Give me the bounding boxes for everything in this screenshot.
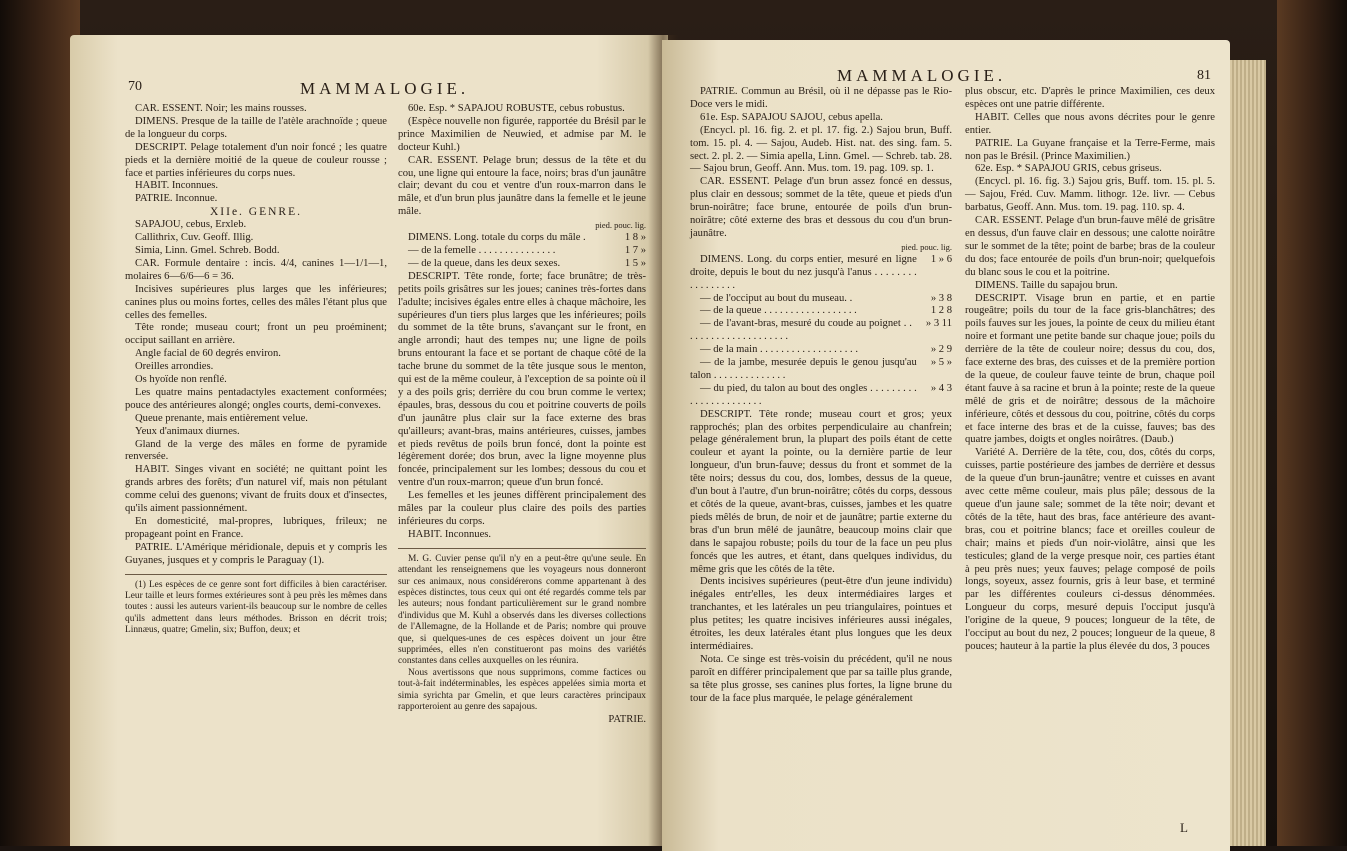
- dimension-label: — de l'occiput au bout du museau. .: [700, 292, 853, 304]
- dimension-row: [690, 293, 952, 306]
- dimension-value: 1 » 6: [930, 253, 952, 265]
- dimension-label: DIMENS. Long. du corps entier, mesuré en ligne droite, depuis le bout du nez jusqu'à l'anus . . . . . . . . . . . . . . . . .: [690, 253, 917, 291]
- paragraph: (Encycl. pl. 16. fig. 3.) Sajou gris, Buff. tom. 15. pl. 5. — Sajou, Fréd. Cuv. Mamm. lithogr. 12e. livr. — Cebus barbatus, Geoff. Ann. Mus. tom. 19. pag. 110. sp. 4.: [965, 176, 1215, 214]
- paragraph: PATRIE. Inconnue.: [135, 193, 218, 205]
- paragraph: DESCRIPT. Visage brun en partie, et en partie rougeâtre; poils du tour de la face gris-blanchâtres; des poils fauves sur les joues, la pointe de ceux du milieu étant noire et formant une petite bande sur chaque joue; poils du derrière de la tête de couleur noire; dessus du cou, dos, face externe des bras, des cuisses et de la première portion de la queue, de couleur fauve teinte de brun, chaque poil étant fauve à sa racine et brun à la pointe; reste de la queue mêlé de gris et de noirâtre; dessous de la mâchoire inférieure, côtés et dessous du cou, poitrine, côtés du corps et face interne des bras et de la cuisse, fauves; bas des quatre jambes, doigts et ongles noirâtres. (Daub.): [965, 292, 1215, 446]
- paragraph: Queue prenante, mais entièrement velue.: [135, 412, 308, 424]
- paragraph: PATRIE. Commun au Brésil, où il ne dépasse pas le Rio-Doce vers le midi.: [690, 86, 952, 110]
- paragraph: Nous avertissons que nous supprimons, comme factices ou tout-à-fait indéterminables, les espèces appelées simia morta et simia syrichta par Gmelin, et que leurs caractères principaux rapporteroient au genre des sapajous.: [398, 667, 646, 713]
- dimension-label: — de la femelle . . . . . . . . . . . . . . .: [408, 244, 556, 256]
- dimension-value: » 3 8: [930, 292, 952, 304]
- dimension-label: — du pied, du talon au bout des ongles . . . . . . . . . . . . . . . . . . . . . . .: [690, 382, 917, 407]
- paragraph: DESCRIPT. Tête ronde; museau court et gros; yeux rapprochés; plan des orbites perpendiculaire au chanfrein; pelage généralement brun, la plupart des poils étant de cette couleur et ayant la pointe, ou la dernière partie de leur longueur, d'un brun-fauve; dessus du front et sommet de la tête noirs; dessus du cou, dos, lombes, dessus de la queue, d'un bout à l'autre, d'un brun-noirâtre; côtés du corps, dessous et côtés de la queue, avant-bras, cuisses, jambes et les quatre pieds mêlés de brun, de noir et de jaunâtre; partie externe du bras d'un brun mêlé de jaunâtre, beaucoup moins clair que dans le sapajou robuste; poils du tour de la face un peu plus foncés que les autres, et étant, dans quelques individus, du même gris que les côtés de la tête.: [690, 408, 952, 575]
- paragraph: Yeux d'animaux diurnes.: [135, 425, 240, 437]
- page-edges: [1226, 60, 1266, 846]
- dimension-units: pied. pouc. lig.: [901, 241, 952, 252]
- dimension-row: [690, 383, 952, 409]
- catchword: PATRIE.: [608, 713, 646, 725]
- paragraph: XIIe. GENRE.: [209, 206, 303, 219]
- dimension-label: DIMENS. Long. totale du corps du mâle .: [408, 232, 586, 244]
- dimension-units: pied. pouc. lig.: [595, 220, 646, 231]
- signature-mark: L: [1180, 820, 1188, 835]
- paragraph: PATRIE. La Guyane française et la Terre-Ferme, mais non pas le Brésil. (Prince Maximilien.): [965, 137, 1215, 162]
- separator: [125, 574, 387, 575]
- paragraph: Variété A. Derrière de la tête, cou, dos, côtés du corps, cuisses, partie postérieure des jambes de derrière et dessus de la queue d'un brun-jaunâtre; ventre et cuisses en avant avec cette même couleur, mais plus pâle; dessous de la queue d'un jaune sale; sommet de la tête noir; devant et côtés de la tête, haut des bras, face antérieure des avant-bras, cou et poitrine blancs; face et oreilles couleur de chair; mains et pieds d'un noir-violâtre, ainsi que les testicules; gland de la verge presque noir, ces parties étant à peu près nues; yeux fauves; pelage composé de poils longs, soyeux, assez fournis, gris à leur base, et terminé par les différentes couleurs ci-dessus dénommées. Longueur du corps, mesuré depuis l'occiput jusqu'à l'origine de la queue, 9 pouces; longueur de la tête, de l'occiput au bout du nez, 2 pouces; longueur de la queue, 8 pouces; hauteur à la partie la plus élevée du dos, 3 pouces: [965, 447, 1215, 652]
- paragraph: HABIT. Inconnues.: [408, 528, 492, 540]
- paragraph: CAR. ESSENT. Pelage d'un brun assez foncé en dessus, plus clair en dessous; sommet de la tête, queue et pieds d'un brun-noirâtre; face brune, entourée de poils d'un brun-noirâtre; côté externe des bras et dessous du cou d'un brun-jaunâtre.: [690, 176, 952, 239]
- paragraph: M. G. Cuvier pense qu'il n'y en a peut-être qu'une seule. En attendant les renseignemens que les voyageurs nous donneront sur ces animaux, nous considérerons comme appartenant à des espèces distinctes, tous ceux qui ont été regardés comme tels par les auteurs; nous fondant particulièrement sur le grand nombre d'individus que M. Kuhl a observés dans les diverses collections de l'Allemagne, de la Hollande et de Paris; nombre qui prouve que, si quelques-unes de ces espèces doivent un jour être supprimées, elles n'en constitueront pas moins des variétés constantes dans celles auxquelles on les réunira.: [398, 553, 646, 667]
- dimension-row: [398, 258, 646, 271]
- paragraph: DIMENS. Taille du sapajou brun.: [975, 279, 1118, 291]
- page-number: 81: [1197, 68, 1211, 83]
- paragraph: SAPAJOU, cebus, Erxleb.: [135, 219, 247, 231]
- dimension-value: » 2 9: [930, 344, 952, 356]
- paragraph: CAR. ESSENT. Noir; les mains rousses.: [135, 103, 307, 114]
- separator: [398, 548, 646, 549]
- paragraph: 60e. Esp. * SAPAJOU ROBUSTE, cebus robustus.: [408, 103, 625, 114]
- paragraph: CAR. ESSENT. Pelage d'un brun-fauve mêlé de grisâtre en dessus, d'un fauve clair en dessous; une calotte noirâtre sur le sommet de la tête; point de barbe; bras de la couleur du dos; face entourée de poils d'un brun-noir; quelquefois du blanc sous le cou et la poitrine.: [965, 215, 1215, 278]
- paragraph: (Encycl. pl. 16. fig. 2. et pl. 17. fig. 2.) Sajou brun, Buff. tom. 15. pl. 4. — Sajou, Audeb. Hist. nat. des sing. fam. 5. sect. 2. pl. 2. — Simia apella, Linn. Gmel. — Schreb. tab. 28. — Sajou brun, Geoff. Ann. Mus. tom. 19. pag. 109. sp. 1.: [690, 124, 952, 175]
- dimension-label: — de la jambe, mesurée depuis le genou jusqu'au talon . . . . . . . . . . . . . .: [690, 357, 917, 381]
- paragraph: HABIT. Singes vivant en société; ne quittant point les grands arbres des forêts; d'un naturel vif, mais non pétulant comme celui des guenons; vivant de fruits doux et d'insectes, qu'ils aiment passionnément.: [125, 464, 387, 515]
- dimension-label: — de la queue, dans les deux sexes.: [408, 257, 561, 269]
- dimension-label: — de la queue . . . . . . . . . . . . . . . . . .: [700, 305, 857, 317]
- dimension-row: [690, 254, 952, 293]
- paragraph: (Espèce nouvelle non figurée, rapportée du Brésil par le prince Maximilien de Neuwied, et admise par M. le docteur Kuhl.): [398, 115, 646, 153]
- paragraph: 61e. Esp. SAPAJOU SAJOU, cebus apella.: [700, 111, 883, 123]
- paragraph: PATRIE. L'Amérique méridionale, depuis et y compris les Guyanes, jusques et y compris le Paraguay (1).: [125, 541, 387, 566]
- dimension-row: [398, 232, 646, 245]
- book-cover-right: [1277, 0, 1347, 846]
- paragraph: Oreilles arrondies.: [135, 361, 214, 373]
- right-column-2: [965, 86, 1215, 654]
- dimension-value: 1 5 »: [624, 257, 646, 269]
- paragraph: Angle facial de 60 degrés environ.: [135, 348, 281, 360]
- dimension-value: » 4 3: [930, 382, 952, 394]
- paragraph: DESCRIPT. Tête ronde, forte; face brunâtre; de très-petits poils grisâtres sur les joues; canines très-fortes dans l'adulte; incisives égales entre elles à chaque mâchoire, les supérieures d'un tiers plus larges que les inférieures; poils du sommet de la tête bruns, s'avançant sur le front, en angle arrondi; haut des tempes nu; une ligne de poils bruns entourant la face et se portant de chaque côté de la tache brune du sommet de la tête jusque sous le menton, qui est de la même couleur, à l'exception de sa pointe où il y a des poils gris; derrière du cou brun comme le vertex; épaules, bras, dessous du cou et poitrine couverts de poils d'un jaunâtre plus clair sur la face externe des bras qu'ailleurs; avant-bras, mains antérieures, cuisses, jambes et pieds revêtus de poils brun foncé, dont la pointe est légèrement dorée; dos brun, avec la ligne moyenne plus foncée, principalement sur les lombes; dessous du cou et ventre d'un roux-marron; queue d'un brun foncé.: [398, 270, 646, 489]
- book-cover-left: [0, 0, 80, 846]
- paragraph: HABIT. Inconnues.: [135, 180, 219, 192]
- page-number: 70: [128, 79, 142, 94]
- paragraph: HABIT. Celles que nous avons décrites pour le genre entier.: [965, 111, 1215, 136]
- dimension-row: [690, 357, 952, 383]
- paragraph: Callithrix, Cuv. Geoff. Illig.: [135, 232, 254, 244]
- paragraph: (1) Les espèces de ce genre sont fort difficiles à bien caractériser. Leur taille et leurs formes extérieures sont à peu près les mêmes dans toutes : aussi les auteurs varient-ils beaucoup sur le nombre de celles qu'ils admettent dans leurs méthodes. Brisson en décrit trois; Linnæus, quatre; Gmelin, six; Buffon, deux; et: [125, 579, 387, 636]
- paragraph: Gland de la verge des mâles en forme de pyramide renversée.: [125, 438, 387, 463]
- dimension-value: » 3 11: [925, 318, 952, 330]
- paragraph: DIMENS. Presque de la taille de l'atèle arachnoïde ; queue de la longueur du corps.: [125, 115, 387, 140]
- running-head: MAMMALOGIE.: [837, 66, 1007, 85]
- paragraph: Les quatre mains pentadactyles exactement conformées; pouce des antérieures alongé; ongles courts, demi-convexes.: [125, 386, 387, 411]
- dimension-row: [690, 344, 952, 357]
- paragraph: CAR. Formule dentaire : incis. 4/4, canines 1—1/1—1, molaires 6—6/6—6 = 36.: [125, 257, 387, 282]
- left-column-1: [125, 103, 387, 637]
- paragraph: plus obscur, etc. D'après le prince Maximilien, ces deux espèces ont une patrie différente.: [965, 86, 1215, 110]
- paragraph: CAR. ESSENT. Pelage brun; dessus de la tête et du cou, une ligne qui entoure la face, noirs; bras d'un jaunâtre clair; devant du cou et ventre d'un roux-marron dans le mâle, et d'un brun plus jaunâtre dans la femelle et le jeune mâle.: [398, 154, 646, 218]
- dimension-row: [398, 245, 646, 258]
- dimension-value: 1 8 »: [624, 232, 646, 244]
- paragraph: Simia, Linn. Gmel. Schreb. Bodd.: [135, 244, 280, 256]
- left-page: [70, 35, 668, 846]
- dimension-value: » 5 »: [930, 357, 952, 369]
- paragraph: Os hyoïde non renflé.: [135, 374, 227, 386]
- dimension-row: [690, 305, 952, 318]
- paragraph: Tête ronde; museau court; front un peu proéminent; occiput saillant en arrière.: [125, 322, 387, 347]
- paragraph: DESCRIPT. Pelage totalement d'un noir foncé ; les quatre pieds et la dernière moitié de la queue de couleur rousse ; face et parties inférieures du corps nues.: [125, 141, 387, 179]
- left-column-2: [398, 103, 646, 726]
- paragraph: Dents incisives supérieures (peut-être d'un jeune individu) inégales entr'elles, les deux intermédiaires larges et tranchantes, et les latérales un peu triangulaires, pointues et plus petites; les quatre incisives inférieures aussi inégales, étroites, les deux latérales étant plus longues que les deux intermédiaires.: [690, 576, 952, 652]
- right-column-1: [690, 86, 952, 706]
- dimension-value: 1 7 »: [624, 244, 646, 256]
- right-page: [662, 40, 1230, 851]
- dimension-value: 1 2 8: [930, 305, 952, 317]
- paragraph: Incisives supérieures plus larges que les inférieures; canines plus ou moins fortes, celles des mâles l'étant plus que celles des femelles.: [125, 283, 387, 321]
- dimension-row: [690, 318, 952, 344]
- running-head: MAMMALOGIE.: [300, 79, 470, 98]
- paragraph: Nota. Ce singe est très-voisin du précédent, qu'il ne nous paroît en différer principalement que par sa taille plus grande, sa tête plus grosse, ses canines plus fortes, la ligne brune du tour de la face plus marquée, le pelage généralement: [690, 653, 952, 704]
- paragraph: En domesticité, mal-propres, lubriques, frileux; ne propageant point en France.: [125, 516, 387, 540]
- paragraph: Les femelles et les jeunes diffèrent principalement des mâles par la couleur plus claire des poils des parties inférieures du corps.: [398, 490, 646, 527]
- paragraph: 62e. Esp. * SAPAJOU GRIS, cebus griseus.: [975, 163, 1162, 175]
- dimension-label: — de l'avant-bras, mesuré du coude au poignet . . . . . . . . . . . . . . . . . . . . .: [690, 318, 912, 343]
- dimension-label: — de la main . . . . . . . . . . . . . . . . . . .: [700, 344, 859, 356]
